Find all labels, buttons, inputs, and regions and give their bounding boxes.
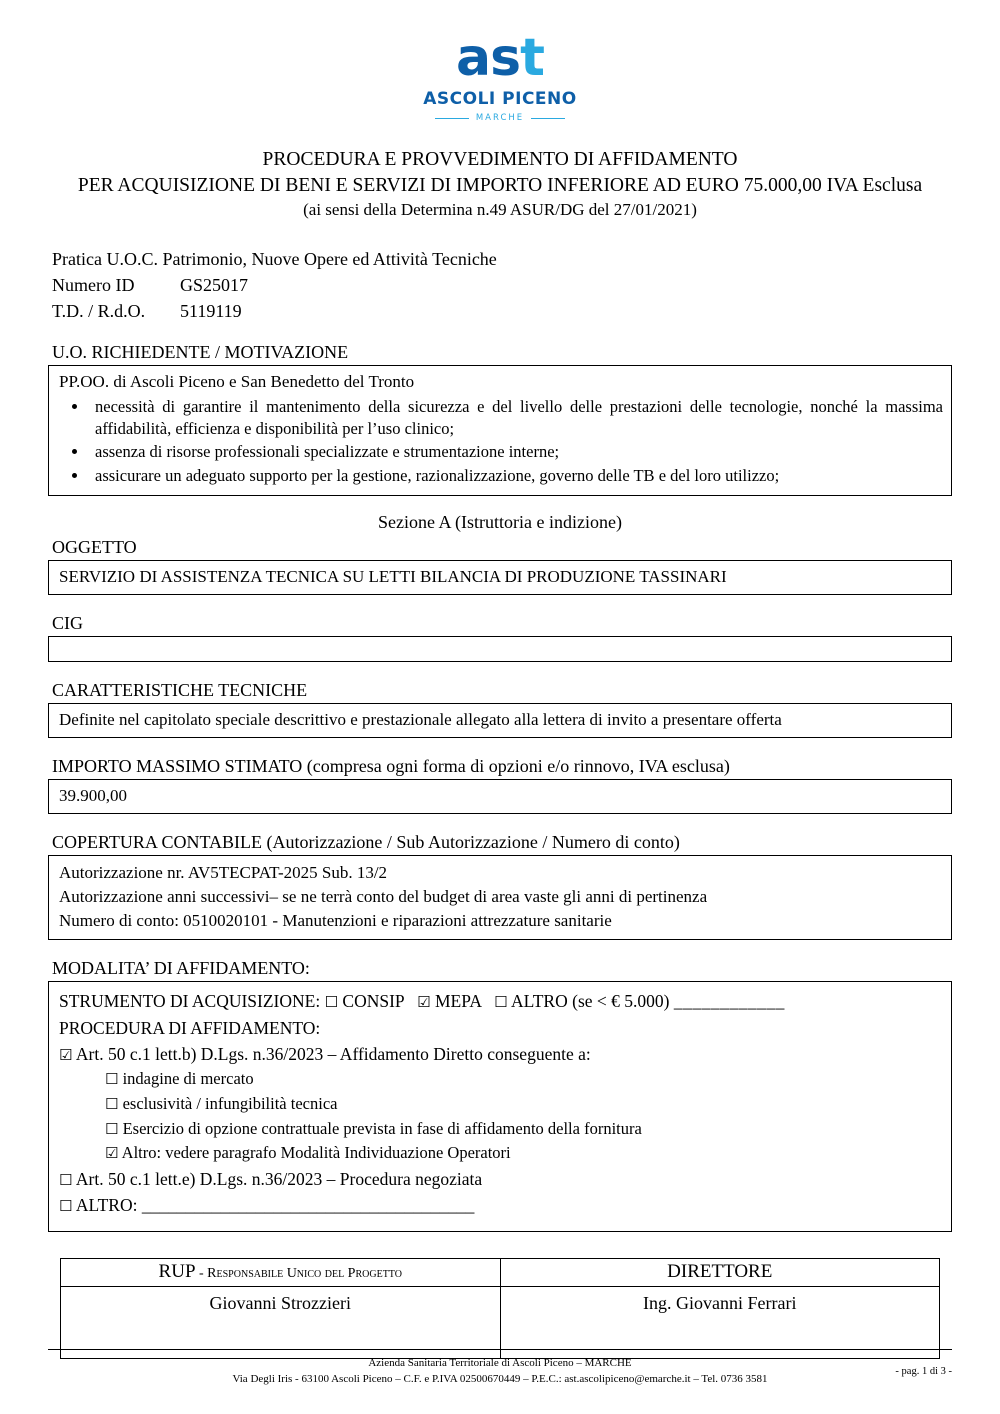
practice-office-row [52, 247, 952, 273]
oggetto-label: OGGETTO [52, 536, 137, 557]
strumento-blank-field[interactable]: ____________ [673, 991, 785, 1012]
caratteristiche-label: CARATTERISTICHE TECNICHE [52, 679, 308, 700]
checkbox-altro-paragrafo[interactable]: ☑ [105, 1144, 119, 1163]
requesting-unit-header: PP.OO. di Ascoli Piceno e San Benedetto del Tronto [59, 372, 415, 392]
checkbox-opzione-contrattuale[interactable]: ☐ [105, 1119, 119, 1138]
practice-td-label: T.D. / R.d.O. [52, 300, 146, 321]
copertura-line: Autorizzazione anni successivi– se ne terrà conto del budget di area vaste gli anni di pertinenza [59, 887, 708, 907]
page-footer [48, 1349, 952, 1388]
checkbox-altro[interactable]: ☐ [59, 1197, 73, 1216]
checkbox-mepa[interactable]: ☑ [417, 993, 431, 1012]
requesting-unit-bullets [59, 396, 943, 486]
cig-box [48, 636, 952, 662]
copertura-label: COPERTURA CONTABILE (Autorizzazione / Sub Autorizzazione / Numero di conto) [52, 831, 680, 852]
checkbox-art50-lett-e[interactable]: ☐ [59, 1171, 73, 1190]
oggetto-value: SERVIZIO DI ASSISTENZA TECNICA SU LETTI BILANCIA DI PRODUZIONE TASSINARI [59, 566, 727, 586]
importo-box [48, 779, 952, 814]
sub-option-row [59, 1117, 941, 1142]
footer-page-number: - pag. 1 di 3 - [895, 1366, 952, 1378]
sub-option-label: esclusività / infungibilità tecnica [122, 1093, 338, 1113]
checkbox-art50-lett-b[interactable]: ☑ [59, 1045, 73, 1064]
ast-logo [48, 28, 952, 123]
strumento-row [59, 988, 941, 1014]
art50e-row [59, 1166, 941, 1192]
modalita-label: MODALITA’ DI AFFIDAMENTO: [52, 958, 310, 979]
strumento-option-consip: CONSIP [342, 991, 404, 1012]
rup-name-cell: Giovanni Strozzieri [61, 1286, 501, 1358]
table-row [61, 1258, 940, 1286]
practice-info [48, 247, 952, 324]
table-row [61, 1286, 940, 1358]
checkbox-indagine-mercato[interactable]: ☐ [105, 1070, 119, 1089]
rup-header-main: RUP [158, 1260, 196, 1282]
title-line-1: PROCEDURA E PROVVEDIMENTO DI AFFIDAMENTO [262, 149, 738, 170]
copertura-box [48, 855, 952, 940]
checkbox-consip[interactable]: ☐ [324, 993, 339, 1012]
altro-row [59, 1192, 941, 1218]
director-header-cell: DIRETTORE [500, 1258, 940, 1286]
logo-organization-name: ASCOLI PICENO [423, 89, 577, 109]
requesting-unit-box [48, 365, 952, 496]
practice-office: Pratica U.O.C. Patrimonio, Nuove Opere ed Attività Tecniche [52, 249, 497, 270]
list-item: • necessità di garantire il mantenimento della sicurezza e del livello delle prestazioni delle tecnologie, nonché la massima affidabilità, efficienza e disponibilità per l’uso clinico; [89, 396, 943, 440]
practice-id-value: GS25017 [180, 275, 249, 295]
strumento-option-altro: ALTRO (se < € 5.000) [511, 991, 670, 1012]
logo-mark-text: as [456, 28, 521, 88]
art50b-label: Art. 50 c.1 lett.b) D.Lgs. n.36/2023 – Affidamento Diretto conseguente a: [75, 1043, 591, 1064]
strumento-option-mepa: MEPA [434, 991, 482, 1012]
logo-cross-icon: t [520, 28, 544, 88]
sub-option-label: Altro: vedere paragrafo Modalità Individuazione Operatori [121, 1143, 511, 1163]
strumento-label: STRUMENTO DI ACQUISIZIONE: [59, 991, 321, 1012]
practice-td-value: 5119119 [180, 300, 242, 321]
list-item: • assenza di risorse professionali specializzate e strumentazione interne; [89, 441, 943, 463]
caratteristiche-value: Definite nel capitolato speciale descrittivo e prestazionale allegato alla lettera di invito a presentare offerta [59, 709, 782, 729]
footer-line-2: Via Degli Iris - 63100 Ascoli Piceno – C.F. e P.IVA 02500670449 – P.E.C.: ast.ascolipiceno@emarche.it – Tel. 0736 3581 [232, 1373, 768, 1386]
art50e-label: Art. 50 c.1 lett.e) D.Lgs. n.36/2023 – Procedura negoziata [75, 1169, 483, 1190]
practice-td-row [52, 299, 952, 325]
signature-table [60, 1258, 940, 1359]
sub-option-row [59, 1092, 941, 1117]
rup-header-cell [61, 1258, 501, 1286]
oggetto-box [48, 560, 952, 595]
title-line-3: (ai sensi della Determina n.49 ASUR/DG del 27/01/2021) [303, 199, 697, 219]
section-a-title: Sezione A (Istruttoria e indizione) [378, 511, 622, 532]
sub-option-label: indagine di mercato [122, 1069, 254, 1089]
requesting-unit-label: U.O. RICHIEDENTE / MOTIVAZIONE [52, 342, 349, 363]
checkbox-esclusivita[interactable]: ☐ [105, 1094, 119, 1113]
logo-rule-left [435, 118, 469, 119]
director-name-cell: Ing. Giovanni Ferrari [500, 1286, 940, 1358]
caratteristiche-box [48, 703, 952, 738]
copertura-line: Numero di conto: 0510020101 - Manutenzioni e riparazioni attrezzature sanitarie [59, 911, 612, 931]
list-item: • assicurare un adeguato supporto per la gestione, razionalizzazione, governo delle TB e del loro utilizzo; [89, 465, 943, 487]
footer-divider [48, 1349, 952, 1350]
document-title [48, 147, 952, 221]
logo-rule-right [531, 118, 565, 119]
importo-label: IMPORTO MASSIMO STIMATO (compresa ogni forma di opzioni e/o rinnovo, IVA esclusa) [52, 755, 730, 776]
procedura-label: PROCEDURA DI AFFIDAMENTO: [59, 1017, 321, 1038]
cig-label: CIG [52, 612, 83, 633]
sub-option-row [59, 1141, 941, 1166]
footer-line-1: Azienda Sanitaria Territoriale di Ascoli Piceno – MARCHE [368, 1357, 632, 1370]
altro-label: ALTRO: ______________________________________ [75, 1195, 475, 1216]
logo-mark [456, 28, 544, 88]
logo-region-label: MARCHE [475, 113, 525, 123]
sub-option-label: Esercizio di opzione contrattuale prevista in fase di affidamento della fornitura [122, 1118, 642, 1138]
practice-id-label: Numero ID [52, 275, 135, 295]
logo-region-row [435, 113, 565, 123]
sub-option-row [59, 1067, 941, 1092]
art50b-row [59, 1041, 941, 1067]
copertura-line: Autorizzazione nr. AV5TECPAT-2025 Sub. 13/2 [59, 862, 388, 882]
modalita-box [48, 981, 952, 1231]
rup-header-sub: - Responsabile Unico del Progetto [195, 1265, 402, 1281]
title-line-2: PER ACQUISIZIONE DI BENI E SERVIZI DI IMPORTO INFERIORE AD EURO 75.000,00 IVA Esclusa [77, 174, 923, 196]
checkbox-altro-strumento[interactable]: ☐ [494, 993, 508, 1012]
importo-value: 39.900,00 [59, 785, 127, 805]
footer-content [48, 1356, 952, 1388]
practice-id-row [52, 273, 952, 299]
